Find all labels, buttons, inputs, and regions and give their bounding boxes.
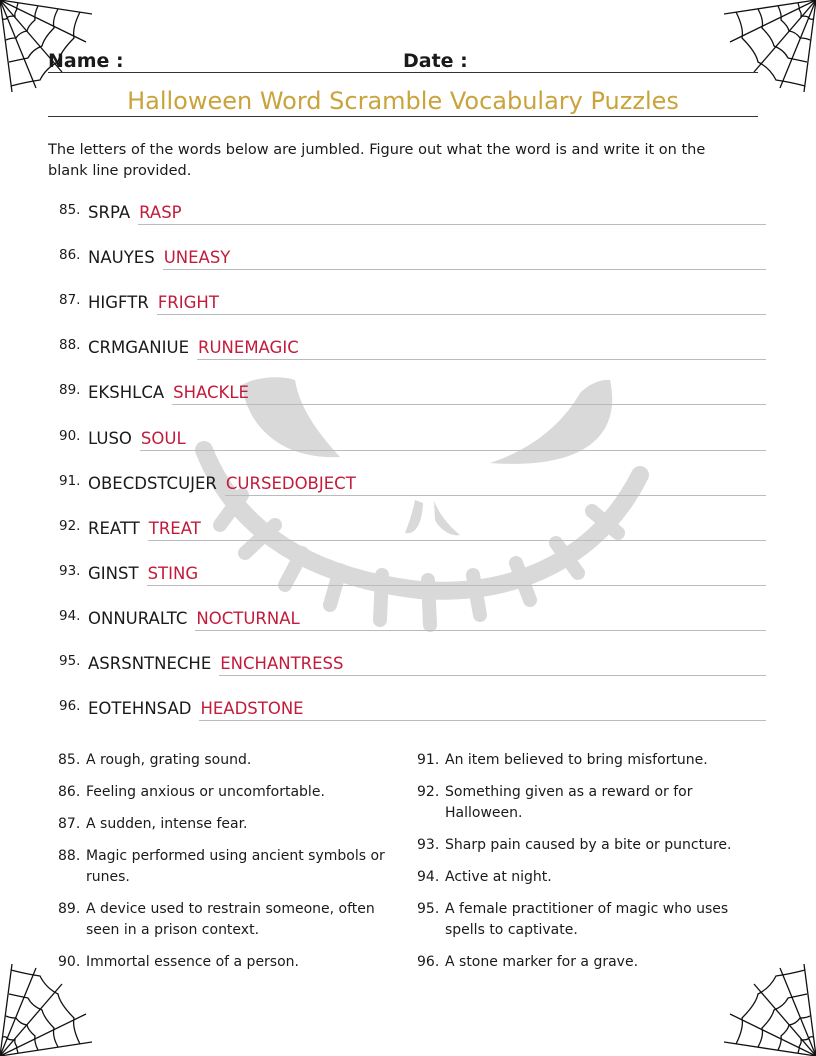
scrambled-letters: OBECDSTCUJER [88, 473, 217, 493]
scrambled-letters: LUSO [88, 428, 132, 448]
clue-number: 88. [58, 848, 81, 864]
answer-line [195, 630, 766, 631]
clue-item [58, 782, 398, 803]
answer-text: ENCHANTRESS [220, 654, 344, 673]
clue-text: Magic performed using ancient symbols or runes. [86, 848, 385, 885]
puzzle-row [56, 243, 766, 271]
answer-text: NOCTURNAL [196, 608, 300, 628]
answer-line [140, 450, 766, 451]
answer-text: RUNEMAGIC [198, 338, 299, 358]
scrambled-letters: CRMGANIUE [88, 338, 190, 358]
clue-number: 87. [58, 816, 81, 832]
puzzle-row [56, 424, 766, 452]
clue-text: A device used to restrain someone, often seen in a prison context. [86, 901, 375, 938]
puzzle-row [56, 378, 766, 406]
clue-item [417, 952, 747, 973]
scrambled-word [88, 428, 186, 450]
scrambled-word [88, 698, 304, 720]
clue-number: 90. [58, 954, 81, 970]
answer-text: RASP [139, 203, 182, 222]
scrambled-word [88, 382, 249, 404]
name-date-row [48, 50, 758, 73]
answer-text: SOUL [140, 428, 186, 448]
scrambled-word [88, 608, 300, 630]
scrambled-word [88, 292, 219, 314]
puzzle-row [56, 559, 766, 587]
clue-number: 91. [417, 752, 440, 768]
answer-line [225, 495, 766, 496]
clue-item [417, 750, 747, 771]
spider-web-icon [724, 0, 816, 92]
clue-text: Feeling anxious or uncomfortable. [86, 784, 325, 800]
answer-text: CURSEDOBJECT [225, 473, 356, 493]
puzzle-number: 86. [59, 247, 81, 264]
puzzle-row [56, 604, 766, 632]
scrambled-word [88, 337, 299, 359]
answer-line [172, 404, 766, 405]
scrambled-word [88, 518, 201, 540]
clue-item [417, 899, 747, 941]
clue-item [58, 899, 398, 941]
scrambled-letters: GINST [88, 563, 139, 583]
clue-text: An item believed to bring misfortune. [445, 752, 708, 768]
scrambled-letters: NAUYES [88, 248, 155, 268]
scrambled-word [88, 202, 182, 224]
answer-line [197, 359, 766, 360]
puzzle-number: 91. [59, 472, 81, 489]
answer-text: SHACKLE [173, 383, 249, 403]
puzzle-row [56, 649, 766, 677]
clue-text: Immortal essence of a person. [86, 954, 299, 970]
answer-text: STING [147, 563, 199, 583]
scrambled-word [88, 473, 356, 495]
puzzle-row [56, 333, 766, 361]
spider-web-icon [0, 0, 92, 92]
answer-text: HEADSTONE [200, 699, 304, 719]
puzzle-number: 87. [59, 292, 81, 309]
scrambled-word [88, 653, 344, 675]
clue-number: 95. [417, 901, 440, 917]
puzzle-row [56, 694, 766, 722]
scrambled-letters: EOTEHNSAD [88, 699, 192, 719]
clue-number: 85. [58, 752, 81, 768]
answer-line [138, 224, 766, 225]
puzzle-number: 88. [59, 337, 81, 354]
clue-list-right [417, 750, 747, 984]
scrambled-letters: HIGFTR [88, 293, 149, 313]
puzzle-number: 89. [59, 382, 81, 399]
clue-item [58, 750, 398, 771]
clue-number: 93. [417, 837, 440, 853]
page-title: Halloween Word Scramble Vocabulary Puzzles [48, 86, 758, 117]
clue-text: Sharp pain caused by a bite or puncture. [445, 837, 732, 853]
answer-line [147, 585, 766, 586]
scrambled-word [88, 563, 198, 585]
answer-line [219, 675, 766, 676]
puzzle-number: 92. [59, 517, 81, 534]
clue-text: A rough, grating sound. [86, 752, 252, 768]
scrambled-letters: ONNURALTC [88, 608, 188, 628]
scrambled-word [88, 247, 230, 269]
clue-item [58, 846, 398, 888]
answer-text: UNEASY [163, 248, 231, 268]
clue-number: 86. [58, 784, 81, 800]
clue-item [58, 952, 398, 973]
clue-number: 94. [417, 869, 440, 885]
answer-line [163, 269, 766, 270]
clue-item [417, 782, 747, 824]
puzzle-number: 90. [59, 427, 81, 444]
clue-item [417, 835, 747, 856]
clue-item [58, 814, 398, 835]
puzzle-number: 93. [59, 562, 81, 579]
puzzle-row [56, 288, 766, 316]
answer-line [199, 720, 766, 721]
puzzle-number: 95. [59, 653, 81, 669]
clue-text: A female practitioner of magic who uses spells to captivate. [445, 901, 729, 938]
answer-text: FRIGHT [157, 293, 219, 313]
clue-text: Active at night. [445, 869, 552, 885]
scrambled-letters: REATT [88, 518, 140, 538]
answer-line [157, 314, 766, 315]
clue-item [417, 867, 747, 888]
clue-list-left [58, 750, 398, 984]
puzzle-number: 96. [59, 698, 81, 715]
clue-number: 96. [417, 954, 440, 970]
answer-line [148, 540, 766, 541]
scrambled-letters: EKSHLCA [88, 383, 165, 403]
scrambled-letters: ASRSNTNECHE [88, 654, 212, 673]
clue-number: 89. [58, 901, 81, 917]
answer-text: TREAT [148, 518, 201, 538]
puzzle-row [56, 198, 766, 226]
name-label: Name : [48, 50, 124, 72]
puzzle-row [56, 514, 766, 542]
instructions: The letters of the words below are jumbled. Figure out what the word is and write it on the blank line provided. [48, 142, 706, 179]
clue-text: A sudden, intense fear. [86, 816, 248, 832]
clue-text: A stone marker for a grave. [445, 954, 639, 970]
date-label: Date : [403, 50, 468, 72]
puzzle-number: 85. [59, 202, 81, 218]
clue-number: 92. [417, 784, 440, 800]
clue-text: Something given as a reward or for Halloween. [445, 784, 693, 821]
puzzle-row [56, 469, 766, 497]
puzzle-number: 94. [59, 607, 81, 624]
scrambled-letters: SRPA [88, 203, 131, 222]
